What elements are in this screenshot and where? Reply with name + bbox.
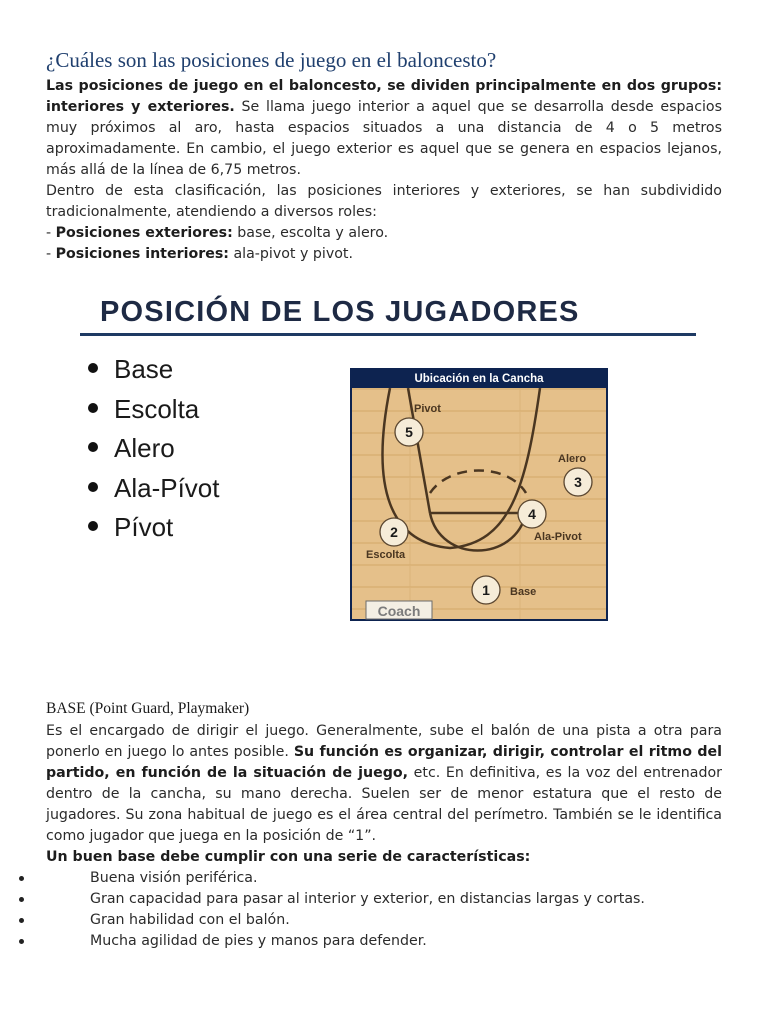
intro-paragraph: [46, 76, 722, 181]
list-item-text: Mucha agilidad de pies y manos para defender.: [90, 933, 427, 949]
figure-title-rule: [80, 333, 696, 336]
list-item: [0, 910, 768, 931]
bullet-icon: [88, 482, 98, 492]
dash: -: [46, 246, 56, 262]
position-item: [88, 469, 220, 509]
list-item-text: Gran capacidad para pasar al interior y exterior, en distancias largas y cortas.: [90, 891, 645, 907]
bullet-icon: [88, 363, 98, 373]
classification-paragraph: Dentro de esta clasificación, las posiciones interiores y exteriores, se han subdividido tradicionalmente, atendiendo a diversos roles:: [46, 183, 722, 220]
section-heading: BASE (Point Guard, Playmaker): [46, 700, 250, 717]
base-bold-text: Su función es organizar, dirigir, controlar el ritmo del partido, en función de la situación de juego,: [46, 744, 722, 781]
intro-text: Se llama juego interior a aquel que se desarrolla desde espacios muy próximos al aro, hasta espacios situados a una distancia de 4 o 5 metros aproximadamente. En cambio, el juego exterior es aquel que se genera en espacios lejanos, más allá de la línea de 6,75 metros.: [46, 99, 723, 178]
characteristics-list: [0, 868, 768, 952]
base-description: [46, 721, 722, 847]
coach-watermark: Coach: [377, 603, 421, 619]
player-number: 5: [405, 424, 413, 440]
player-number: 1: [482, 582, 490, 598]
player-label: Base: [510, 586, 537, 598]
player-label: Pivot: [414, 403, 441, 415]
characteristics-heading: Un buen base debe cumplir con una serie de características:: [46, 849, 531, 865]
figure-title: POSICIÓN DE LOS JUGADORES: [100, 296, 580, 328]
position-item: [88, 508, 220, 548]
intro-bold: Las posiciones de juego en el baloncesto, se dividen principalmente en dos grupos: interiores y exteriores.: [46, 78, 722, 115]
bullet-icon: [19, 939, 24, 944]
list-item: [0, 889, 768, 910]
position-item: [88, 429, 220, 469]
list-item-text: Gran habilidad con el balón.: [90, 912, 290, 928]
list-item-text: Buena visión periférica.: [90, 870, 258, 886]
bullet-icon: [88, 403, 98, 413]
interior-label: Posiciones interiores:: [55, 246, 229, 262]
player-number: 4: [528, 506, 536, 522]
position-item: [88, 390, 220, 430]
exterior-positions-line: [46, 223, 722, 244]
player-label: Ala-Pivot: [534, 531, 582, 543]
exterior-label: Posiciones exteriores:: [55, 225, 233, 241]
player-number: 2: [390, 524, 398, 540]
position-label: Pívot: [114, 512, 174, 542]
base-text: Es el encargado de dirigir el juego. Generalmente, sube el balón de una pista a otra para ponerlo en juego lo antes posible.: [46, 723, 722, 760]
court-header: Ubicación en la Cancha: [414, 373, 544, 385]
player-label: Escolta: [366, 549, 406, 561]
court-diagram: [350, 368, 608, 621]
dash: -: [46, 225, 56, 241]
positions-figure: [80, 290, 700, 630]
interior-positions-line: [46, 244, 722, 265]
player-label: Alero: [558, 453, 587, 465]
position-label: Ala-Pívot: [114, 472, 220, 503]
page-title: ¿Cuáles son las posiciones de juego en el baloncesto?: [46, 48, 497, 72]
bullet-icon: [19, 876, 24, 881]
list-item: [0, 868, 768, 889]
position-item: [88, 350, 220, 390]
bullet-icon: [88, 521, 98, 531]
bullet-icon: [19, 897, 24, 902]
positions-list: [88, 350, 220, 548]
base-text-rest: etc. En definitiva, es la voz del entrenador dentro de la cancha, su mano derecha. Suelen ser de menor estatura que el resto de jugadores. Su zona habitual de juego es el área central del perímetro. También se le identifica como jugador que juega en la posición de “1”.: [46, 765, 722, 844]
interior-text: ala-pivot y pivot.: [228, 246, 353, 262]
exterior-text: base, escolta y alero.: [232, 225, 389, 241]
position-label: Escolta: [114, 393, 200, 424]
list-item: [0, 931, 768, 952]
bullet-icon: [88, 442, 98, 452]
bullet-icon: [19, 918, 24, 923]
position-label: Alero: [114, 433, 175, 463]
position-label: Base: [114, 354, 174, 384]
player-number: 3: [574, 474, 582, 490]
